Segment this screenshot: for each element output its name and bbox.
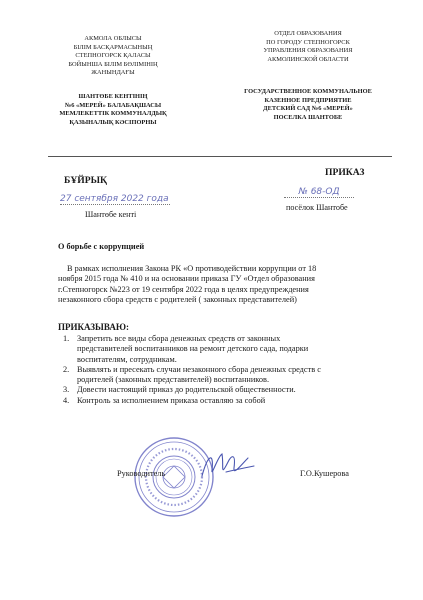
order-number-handwritten: № 68-ОД: [284, 187, 354, 198]
left-org-name: [38, 93, 188, 127]
item-line: родителей (законных представителей) воспитанников.: [77, 375, 270, 385]
signatory-role: Руководитель: [117, 469, 166, 478]
item-line: Контроль за исполнением приказа оставляю за собой: [77, 395, 266, 405]
right-header-line: АКМОЛИНСКОЙ ОБЛАСТИ: [267, 55, 349, 63]
order-heading: ПРИКАЗЫВАЮ:: [58, 322, 129, 332]
left-header-line: АКМОЛА ОБЛЫСЫ: [84, 35, 142, 42]
place-kz: Шантөбе кенті: [85, 210, 137, 219]
list-item: [63, 385, 363, 395]
item-number: 1.: [63, 334, 70, 343]
list-item: [63, 334, 363, 365]
right-header-line: ОТДЕЛ ОБРАЗОВАНИЯ: [274, 30, 342, 37]
item-line: Выявлять и пресекать случаи незаконного сбора денежных средств с: [77, 364, 321, 374]
right-org-name: [228, 88, 388, 122]
right-org-line: ПОСЕЛКА ШАНТОБЕ: [273, 113, 343, 121]
list-item: [63, 365, 363, 386]
right-org-line: ДЕТСКИЙ САД №6 «МЕРЕЙ»: [263, 105, 353, 113]
left-header-line: БОЙЫНША БІЛІМ БӨЛІМІНІҢ: [68, 60, 158, 68]
order-items: [63, 334, 363, 406]
item-number: 4.: [63, 395, 70, 405]
left-org-line: ҚАЗЫНАЛЫҚ КӘСІПОРНЫ: [69, 118, 157, 126]
signatory-name: Г.О.Кушерова: [300, 469, 349, 478]
right-header: [228, 30, 388, 64]
left-org-line: ШАНТӨБЕ КЕНТІНІҢ: [78, 93, 148, 100]
right-org-line: КАЗЕННОЕ ПРЕДПРИЯТИЕ: [264, 96, 352, 104]
item-number: 3.: [63, 385, 70, 395]
intro-line: г.Степногорск №223 от 19 сентября 2022 года в целях предупреждения: [58, 284, 309, 294]
subject: О борьбе с коррупцией: [58, 242, 145, 251]
left-org-line: МЕМЛЕКЕТТІК КОММУНАЛДЫҚ: [59, 110, 167, 118]
intro-line: В рамках исполнения Закона РК «О противодействии коррупции от 18: [67, 264, 317, 273]
item-number: 2.: [63, 364, 70, 374]
item-line: воспитателям, сотрудникам.: [77, 354, 177, 364]
date-handwritten: 27 сентября 2022 года: [60, 194, 169, 204]
intro-paragraph: [58, 264, 388, 306]
left-header: [38, 35, 188, 78]
left-org-line: №6 «МЕРЕЙ» БАЛАБАҚШАСЫ: [64, 101, 162, 109]
doc-type-kz: БҰЙРЫҚ: [64, 175, 107, 186]
item-line: Запретить все виды сбора денежных средств от законных: [77, 334, 281, 343]
right-header-line: УПРАВЛЕНИЯ ОБРАЗОВАНИЯ: [263, 47, 353, 55]
item-line: Довести настоящий приказ до родительской общественности.: [77, 385, 296, 395]
place-ru: посёлок Шантобе: [286, 203, 348, 212]
intro-line: ноября 2015 года № 410 и на основании приказа ГУ «Отдел образования: [58, 274, 315, 284]
right-org-line: ГОСУДАРСТВЕННОЕ КОММУНАЛЬНОЕ: [244, 88, 372, 95]
header-divider: [48, 156, 392, 157]
right-header-line: ПО ГОРОДУ СТЕПНОГОРСК: [266, 38, 350, 46]
left-header-line: БІЛІМ БАСҚАРМАСЫНЫҢ: [73, 43, 153, 51]
doc-type-ru: ПРИКАЗ: [325, 167, 365, 178]
left-header-line: ЖАНЫНДАҒЫ: [91, 69, 135, 77]
signature-icon: [198, 448, 258, 484]
list-item: [63, 396, 363, 406]
intro-line: незаконного сбора средств с родителей ( законных представителей): [58, 295, 297, 305]
left-header-line: СТЕПНОГОРСК ҚАЛАСЫ: [75, 52, 151, 60]
item-line: представителей воспитанников на ремонт детского сада, подарки: [77, 344, 309, 354]
